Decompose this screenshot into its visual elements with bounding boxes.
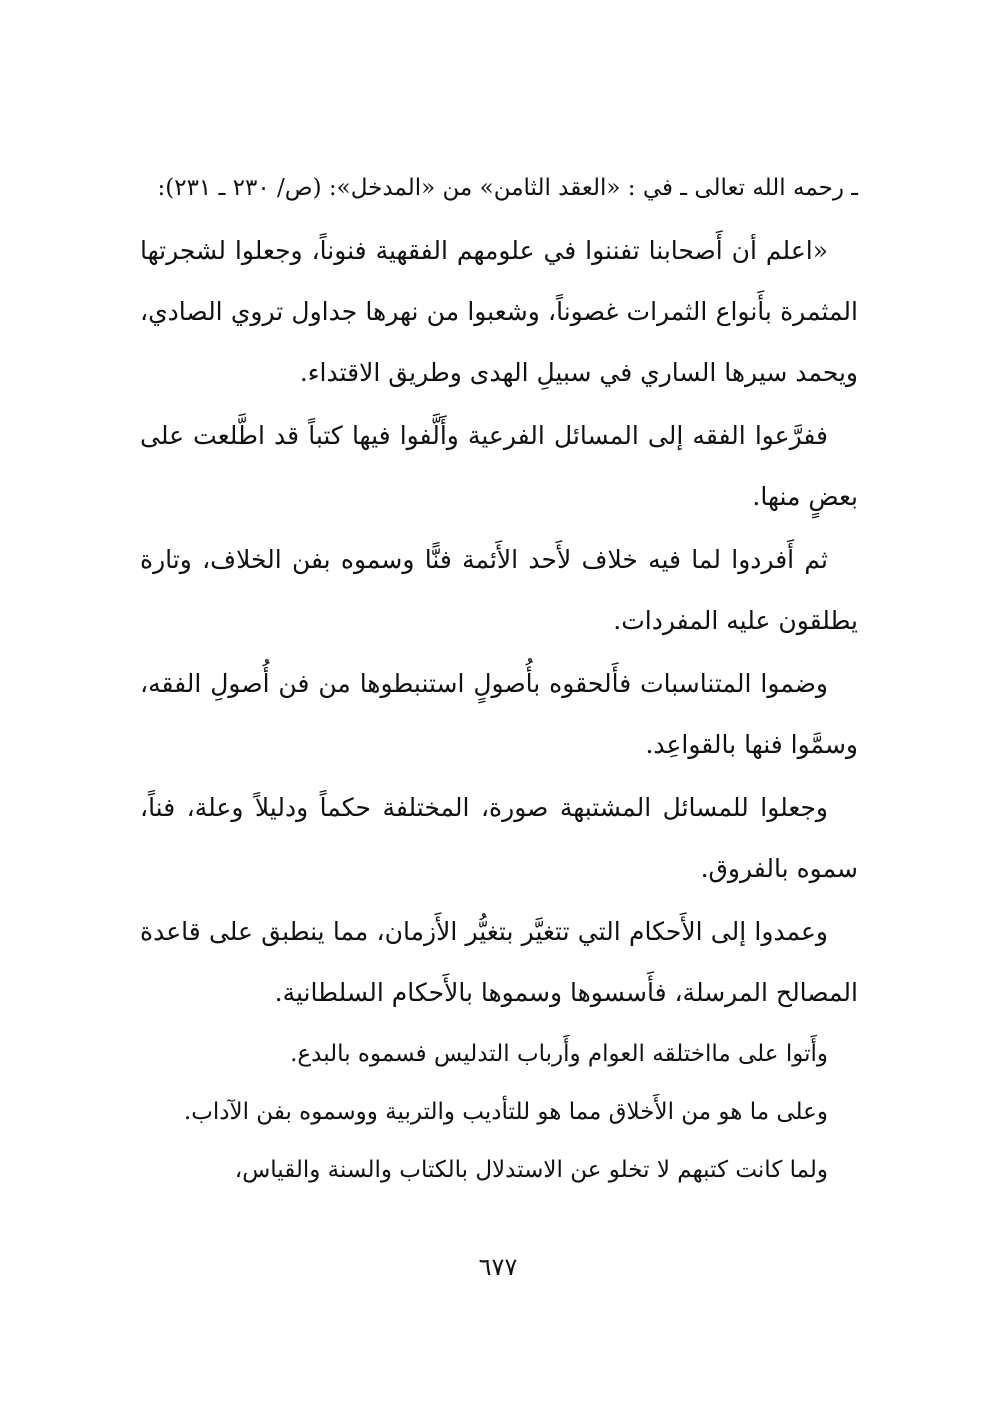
- intro-line: ـ رحمه الله تعالى ـ في : «العقد الثامن» من «المدخل»: (ص/ ٢٣٠ ـ ٢٣١):: [157, 175, 858, 201]
- paragraph-3: ثم أَفردوا لما فيه خلاف لأَحد الأَئمة فنًّا وسموه بفن الخلاف، وتارة يطلقون عليه المفردات.: [140, 545, 858, 635]
- page-number: ٦٧٧: [478, 1253, 518, 1281]
- paragraph-5: وجعلوا للمسائل المشتبهة صورة، المختلفة حكماً ودليلاً وعلة، فناً، سموه بالفروق.: [140, 793, 858, 883]
- paragraph-6: وعمدوا إلى الأَحكام التي تتغيَّر بتغيُّر الأَزمان، مما ينطبق على قاعدة المصالح المرسلة، فأَسسوها وسموها بالأَحكام السلطانية.: [140, 917, 858, 1007]
- text-body: [140, 168, 858, 1199]
- paragraph-8: وعلى ما هو من الأَخلاق مما هو للتأديب والتربية ووسموه بفن الآداب.: [183, 1099, 828, 1125]
- paragraph-4: وضموا المتناسبات فأَلحقوه بأُصولٍ استنبطوها من فن أُصولِ الفقه، وسمَّوا فنها بالقواعِد.: [140, 669, 858, 759]
- paragraph-9: ولما كانت كتبهم لا تخلو عن الاستدلال بالكتاب والسنة والقياس،: [234, 1157, 828, 1183]
- paragraph-1: «اعلم أن أَصحابنا تفننوا في علومهم الفقهية فنوناً، وجعلوا لشجرتها المثمرة بأَنواع الثمرات غصوناً، وشعبوا من نهرها جداول تروي الصادي، ويحمد سيرها الساري في سبيلِ الهدى وطريق الاقتداء.: [140, 236, 858, 387]
- paragraph-2: ففرَّعوا الفقه إلى المسائل الفرعية وأَلَّفوا فيها كتباً قد اطَّلعت على بعضٍ منها.: [140, 421, 858, 511]
- paragraph-7: وأَتوا على مااختلقه العوام وأَرباب التدليس فسموه بالبدع.: [290, 1041, 828, 1067]
